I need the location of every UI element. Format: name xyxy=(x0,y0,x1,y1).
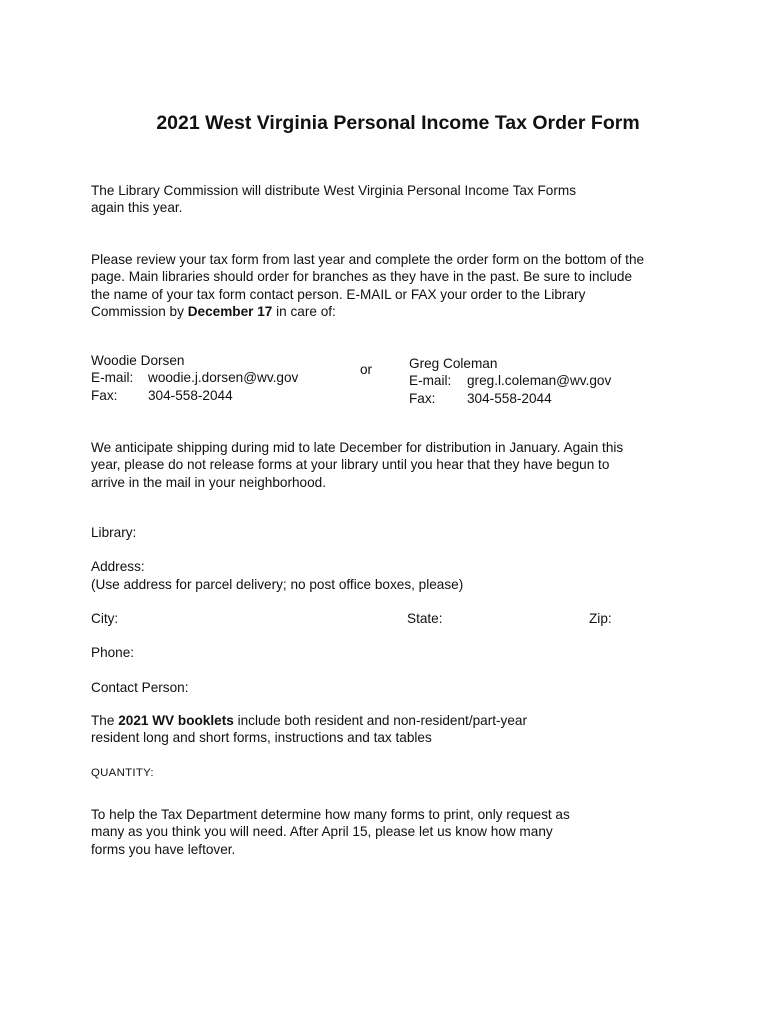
help-paragraph xyxy=(91,806,570,858)
intro-paragraph xyxy=(91,182,576,217)
fax-label: Fax: xyxy=(409,390,436,406)
review-line: the name of your tax form contact person. E-MAIL or FAX your order to the Library xyxy=(91,286,586,302)
booklets-line xyxy=(91,712,527,729)
shipping-paragraph xyxy=(91,439,623,491)
shipping-line: year, please do not release forms at your library until you hear that they have begun to xyxy=(91,457,610,473)
fax-label: Fax: xyxy=(91,387,118,403)
deadline-date: December 17 xyxy=(187,304,273,320)
contact-fax-row xyxy=(409,390,611,407)
help-line: forms you have leftover. xyxy=(91,841,236,857)
contact-name: Woodie Dorsen xyxy=(91,353,185,368)
contact-name: Greg Coleman xyxy=(409,356,498,371)
review-line xyxy=(91,303,644,320)
email-label: E-mail: xyxy=(409,373,452,389)
booklets-text: include both resident and non-resident/part-year xyxy=(233,713,527,728)
booklets-text: The xyxy=(91,713,119,728)
zip-field-label: Zip: xyxy=(589,611,612,626)
phone-field-label: Phone: xyxy=(91,645,135,660)
review-paragraph xyxy=(91,251,644,321)
page-title: 2021 West Virginia Personal Income Tax Order Form xyxy=(156,112,640,134)
review-line: Please review your tax form from last year and complete the order form on the bottom of the xyxy=(91,252,645,267)
booklets-name: 2021 WV booklets xyxy=(118,713,234,728)
booklets-paragraph xyxy=(91,712,527,747)
contact-woodie xyxy=(91,352,298,404)
shipping-line: arrive in the mail in your neighborhood. xyxy=(91,474,327,490)
contact-fax: 304-558-2044 xyxy=(148,387,233,403)
library-field-label: Library: xyxy=(91,525,137,540)
contact-email-row xyxy=(91,369,298,386)
review-line: page. Main libraries should order for branches as they have in the past. Be sure to include xyxy=(91,269,633,285)
contact-email[interactable]: greg.l.coleman@wv.gov xyxy=(467,373,612,389)
help-line: many as you think you will need. After April 15, please let us know how many xyxy=(91,824,553,840)
intro-line: again this year. xyxy=(91,200,183,216)
contact-fax: 304-558-2044 xyxy=(467,390,552,406)
email-label: E-mail: xyxy=(91,370,134,386)
contact-greg xyxy=(409,355,611,407)
intro-line: The Library Commission will distribute West Virginia Personal Income Tax Forms xyxy=(91,183,577,198)
quantity-label: QUANTITY: xyxy=(91,767,154,779)
booklets-line: resident long and short forms, instructions and tax tables xyxy=(91,730,432,746)
state-field-label: State: xyxy=(407,611,443,626)
address-field-label: Address: xyxy=(91,559,145,574)
help-line: To help the Tax Department determine how many forms to print, only request as xyxy=(91,807,570,822)
contact-email-row xyxy=(409,372,611,389)
or-separator: or xyxy=(360,362,373,377)
review-text: in care of: xyxy=(272,304,336,320)
contact-fax-row xyxy=(91,387,298,404)
city-field-label: City: xyxy=(91,611,119,626)
review-text: Commission by xyxy=(91,304,188,320)
shipping-line: We anticipate shipping during mid to late December for distribution in January. Again this xyxy=(91,440,624,455)
contact-person-field-label: Contact Person: xyxy=(91,680,189,695)
contact-email[interactable]: woodie.j.dorsen@wv.gov xyxy=(148,370,299,386)
address-note: (Use address for parcel delivery; no post office boxes, please) xyxy=(91,577,464,592)
